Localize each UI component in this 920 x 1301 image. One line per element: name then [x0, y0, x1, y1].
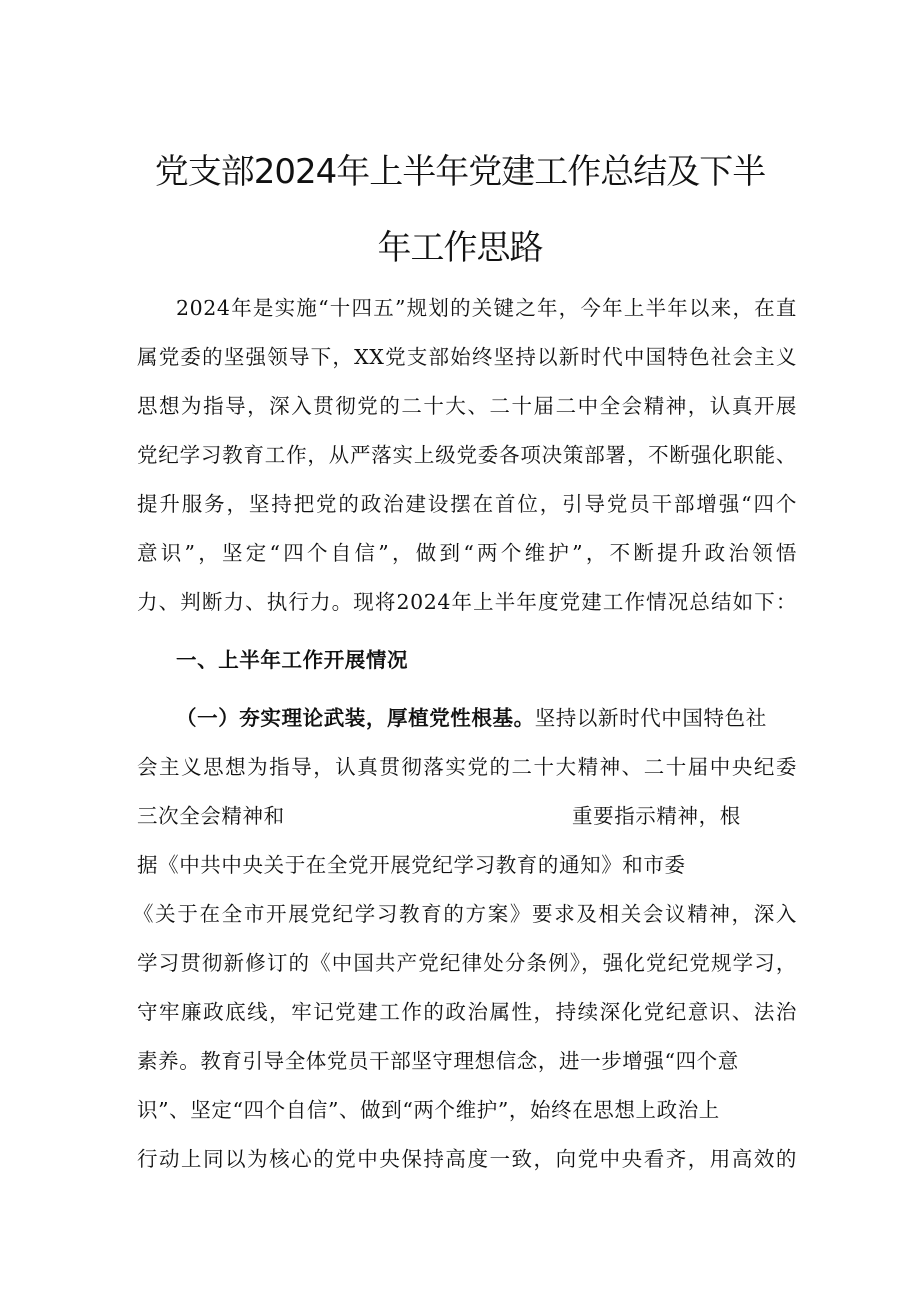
sub1-line-9: 识”、坚定“四个自信”、做到“两个维护”，始终在思想上政治上	[137, 1098, 720, 1122]
intro-line-2: 属党委的坚强领导下，XX党支部始终坚持以新时代中国特色社会主义	[137, 345, 797, 369]
sub1-line-6: 学习贯彻新修订的《中国共产党纪律处分条例》，强化党纪党规学习，	[137, 951, 797, 975]
document-title-line-1: 党支部2024年上半年党建工作总结及下半	[154, 152, 766, 192]
intro-line-4: 党纪学习教育工作，从严落实上级党委各项决策部署，不断强化职能、	[137, 443, 797, 467]
intro-line-3: 思想为指导，深入贯彻党的二十大、二十届二中全会精神，认真开展	[137, 394, 797, 418]
sub1-line-2: 会主义思想为指导，认真贯彻落实党的二十大精神、二十届中央纪委	[137, 755, 797, 779]
intro-line-7: 力、判断力、执行力。现将2024年上半年度党建工作情况总结如下：	[137, 590, 797, 614]
sub1-line-4: 据《中共中央关于在全党开展党纪学习教育的通知》和市委	[137, 853, 686, 877]
document-title-line-2: 年工作思路	[377, 228, 543, 268]
sub1-line-10: 行动上同以为核心的党中央保持高度一致，向党中央看齐，用高效的	[137, 1147, 797, 1171]
intro-line-1: 2024年是实施“十四五”规划的关键之年，今年上半年以来，在直	[176, 296, 797, 320]
sub1-heading: （一）夯实理论武装，厚植党性根基。	[176, 706, 535, 730]
sub1-line-8: 素养。教育引导全体党员干部坚守理想信念，进一步增强“四个意	[137, 1049, 739, 1073]
sub1-line-3-right: 重要指示精神，根	[572, 804, 741, 828]
intro-line-5: 提升服务，坚持把党的政治建设摆在首位，引导党员干部增强“四个	[137, 492, 797, 516]
section-heading-1: 一、上半年工作开展情况	[176, 648, 409, 672]
sub1-line-3	[137, 806, 797, 827]
sub1-line-3-left: 三次全会精神和	[137, 804, 285, 828]
sub1-line-5: 《关于在全市开展党纪学习教育的方案》要求及相关会议精神，深入	[133, 902, 797, 926]
intro-line-6: 意识”，坚定“四个自信”，做到“两个维护”，不断提升政治领悟	[137, 541, 797, 565]
sub1-line-7: 守牢廉政底线，牢记党建工作的政治属性，持续深化党纪意识、法治	[137, 1000, 797, 1024]
sub1-line-1-rest: 坚持以新时代中国特色社	[534, 706, 767, 730]
sub1-line-1	[176, 708, 797, 729]
